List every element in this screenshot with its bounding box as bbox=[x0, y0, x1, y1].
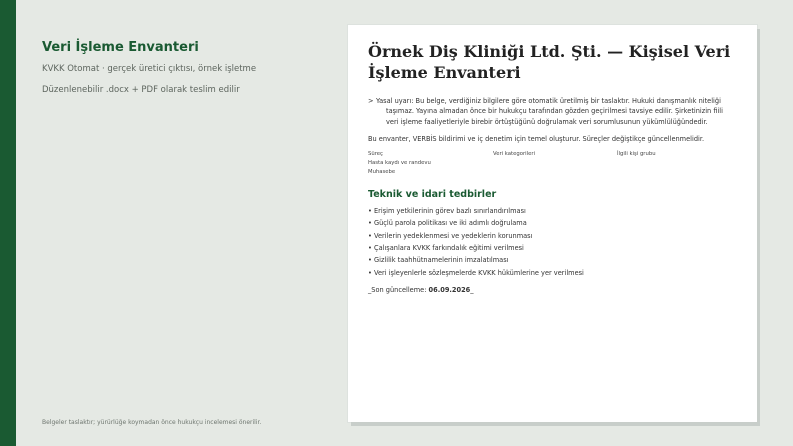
table-header: İlgili kişi grubu bbox=[617, 151, 656, 158]
last-updated-suffix: _ bbox=[470, 285, 474, 294]
list-item bbox=[368, 254, 737, 266]
table-header: Veri kategorileri bbox=[493, 151, 535, 158]
list-item bbox=[368, 242, 737, 254]
panel-title: Veri İşleme Envanteri bbox=[42, 40, 199, 55]
footer-note: Belgeler taslaktır; yürürlüğe koymadan önce hukukçu incelemesi önerilir. bbox=[42, 419, 262, 426]
table-row bbox=[368, 159, 737, 168]
table-cell bbox=[493, 159, 617, 168]
bullet-icon: • bbox=[368, 256, 372, 265]
measures-heading: Teknik ve idari tedbirler bbox=[368, 189, 497, 201]
table-row bbox=[368, 168, 737, 177]
measure-text: Çalışanlara KVKK farkındalık eğitimi verilmesi bbox=[374, 244, 524, 253]
format-note: Düzenlenebilir .docx + PDF olarak teslim edilir bbox=[42, 85, 240, 95]
list-item bbox=[368, 205, 737, 217]
blockquote-marker: > bbox=[368, 97, 374, 105]
measures-list bbox=[368, 205, 737, 279]
table-cell: Hasta kaydı ve randevu bbox=[368, 160, 431, 167]
bullet-icon: • bbox=[368, 231, 372, 240]
table-cell bbox=[617, 159, 737, 168]
table-header: Süreç bbox=[368, 151, 383, 158]
bullet-icon: • bbox=[368, 207, 372, 216]
list-item bbox=[368, 217, 737, 229]
bullet-icon: • bbox=[368, 219, 372, 228]
table-cell: Muhasebe bbox=[368, 169, 396, 176]
measure-text: Verilerin yedeklenmesi ve yedeklerin korunması bbox=[374, 231, 533, 240]
list-item bbox=[368, 230, 737, 242]
last-updated-date: 06.09.2026 bbox=[428, 285, 471, 294]
disclaimer-block bbox=[368, 96, 737, 127]
table-header-row bbox=[368, 150, 737, 159]
measure-text: Erişim yetkilerinin görev bazlı sınırlandırılması bbox=[374, 207, 526, 216]
document-preview bbox=[348, 25, 757, 422]
intro-text: Bu envanter, VERBİS bildirimi ve iç denetim için temel oluşturur. Süreçler değiştikçe güncellenmelidir. bbox=[368, 134, 705, 143]
last-updated bbox=[368, 285, 737, 295]
last-updated-prefix: _Son güncelleme: bbox=[368, 285, 429, 294]
accent-bar bbox=[0, 0, 16, 446]
list-item bbox=[368, 267, 737, 279]
measure-text: Gizlilik taahhütnamelerinin imzalatılması bbox=[374, 256, 509, 265]
bullet-icon: • bbox=[368, 244, 372, 253]
table-cell bbox=[617, 168, 737, 177]
bullet-icon: • bbox=[368, 268, 372, 277]
left-panel bbox=[42, 40, 332, 105]
table-cell bbox=[493, 168, 617, 177]
inventory-table bbox=[368, 150, 737, 177]
document-title: Örnek Diş Kliniği Ltd. Şti. — Kişisel Veri İşleme Envanteri bbox=[368, 42, 731, 82]
panel-subtitle: KVKK Otomat · gerçek üretici çıktısı, örnek işletme bbox=[42, 64, 257, 74]
disclaimer-text: Yasal uyarı: Bu belge, verdiğiniz bilgilere göre otomatik üretilmiş bir taslaktır. Hukuki danışmanlık niteliği taşımaz. Yayına almadan önce bir hukukçu tarafından gözden geçirilmesi tavsiye edilir. Şirketinizin fiili veri işleme faaliyetleriyle birebir örtüştüğünü doğrulamak veri sorumlusunun yükümlülüğündedir. bbox=[376, 97, 723, 126]
measure-text: Güçlü parola politikası ve iki adımlı doğrulama bbox=[374, 219, 527, 228]
measure-text: Veri işleyenlerle sözleşmelerde KVKK hükümlerine yer verilmesi bbox=[374, 268, 584, 277]
